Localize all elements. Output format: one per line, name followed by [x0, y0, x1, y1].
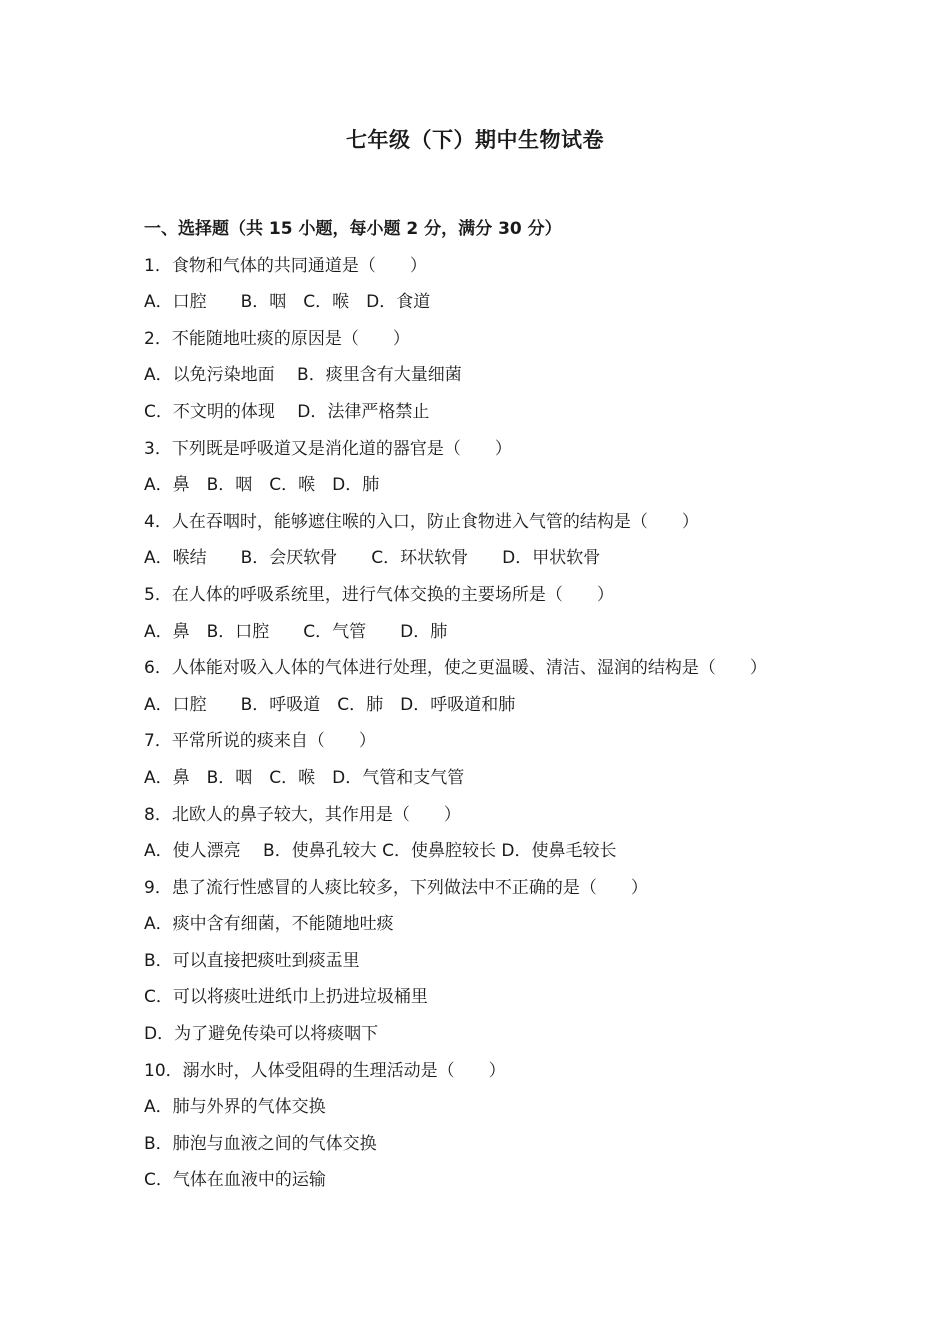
question-4-options: A．喉结 B．会厌软骨 C．环状软骨 D．甲状软骨: [144, 548, 601, 569]
question-1-options: A．口腔 B．咽 C．喉 D．食道: [144, 292, 431, 313]
question-9-option-c: C．可以将痰吐进纸巾上扔进垃圾桶里: [144, 987, 428, 1008]
question-2-options-cd: C．不文明的体现 D．法律严格禁止: [144, 401, 430, 422]
question-6: 6．人体能对吸入人体的气体进行处理，使之更温暖、清洁、湿润的结构是（ ）: [144, 658, 767, 679]
question-10-option-a: A．肺与外界的气体交换: [144, 1097, 326, 1118]
question-9-option-d: D．为了避免传染可以将痰咽下: [144, 1024, 379, 1045]
question-1: 1．食物和气体的共同通道是（ ）: [144, 255, 427, 276]
page-title: 七年级（下）期中生物试卷: [346, 128, 604, 152]
question-10-option-b: B．肺泡与血液之间的气体交换: [144, 1133, 377, 1154]
question-8-options: A．使人漂亮 B．使鼻孔较大 C．使鼻腔较长 D．使鼻毛较长: [144, 841, 617, 862]
question-list: [144, 211, 824, 1199]
question-2-options-ab: A．以免污染地面 B．痰里含有大量细菌: [144, 365, 462, 386]
question-4: 4．人在吞咽时，能够遮住喉的入口，防止食物进入气管的结构是（ ）: [144, 511, 699, 532]
question-9-option-b: B．可以直接把痰吐到痰盂里: [144, 950, 360, 971]
section-heading: 一、选择题（共 15 小题，每小题 2 分，满分 30 分）: [144, 219, 562, 239]
question-9: 9．患了流行性感冒的人痰比较多，下列做法中不正确的是（ ）: [144, 877, 648, 898]
question-10-option-c: C．气体在血液中的运输: [144, 1170, 326, 1191]
question-2: 2．不能随地吐痰的原因是（ ）: [144, 328, 410, 349]
question-3: 3．下列既是呼吸道又是消化道的器官是（ ）: [144, 438, 512, 459]
question-7: 7．平常所说的痰来自（ ）: [144, 731, 376, 752]
question-8: 8．北欧人的鼻子较大，其作用是（ ）: [144, 804, 461, 825]
question-5: 5．在人体的呼吸系统里，进行气体交换的主要场所是（ ）: [144, 584, 614, 605]
question-10: 10．溺水时，人体受阻碍的生理活动是（ ）: [144, 1060, 506, 1081]
question-3-options: A．鼻 B．咽 C．喉 D．肺: [144, 475, 380, 496]
question-9-option-a: A．痰中含有细菌，不能随地吐痰: [144, 914, 394, 935]
question-7-options: A．鼻 B．咽 C．喉 D．气管和支气管: [144, 767, 465, 788]
question-6-options: A．口腔 B．呼吸道 C．肺 D．呼吸道和肺: [144, 694, 516, 715]
question-5-options: A．鼻 B．口腔 C．气管 D．肺: [144, 621, 448, 642]
